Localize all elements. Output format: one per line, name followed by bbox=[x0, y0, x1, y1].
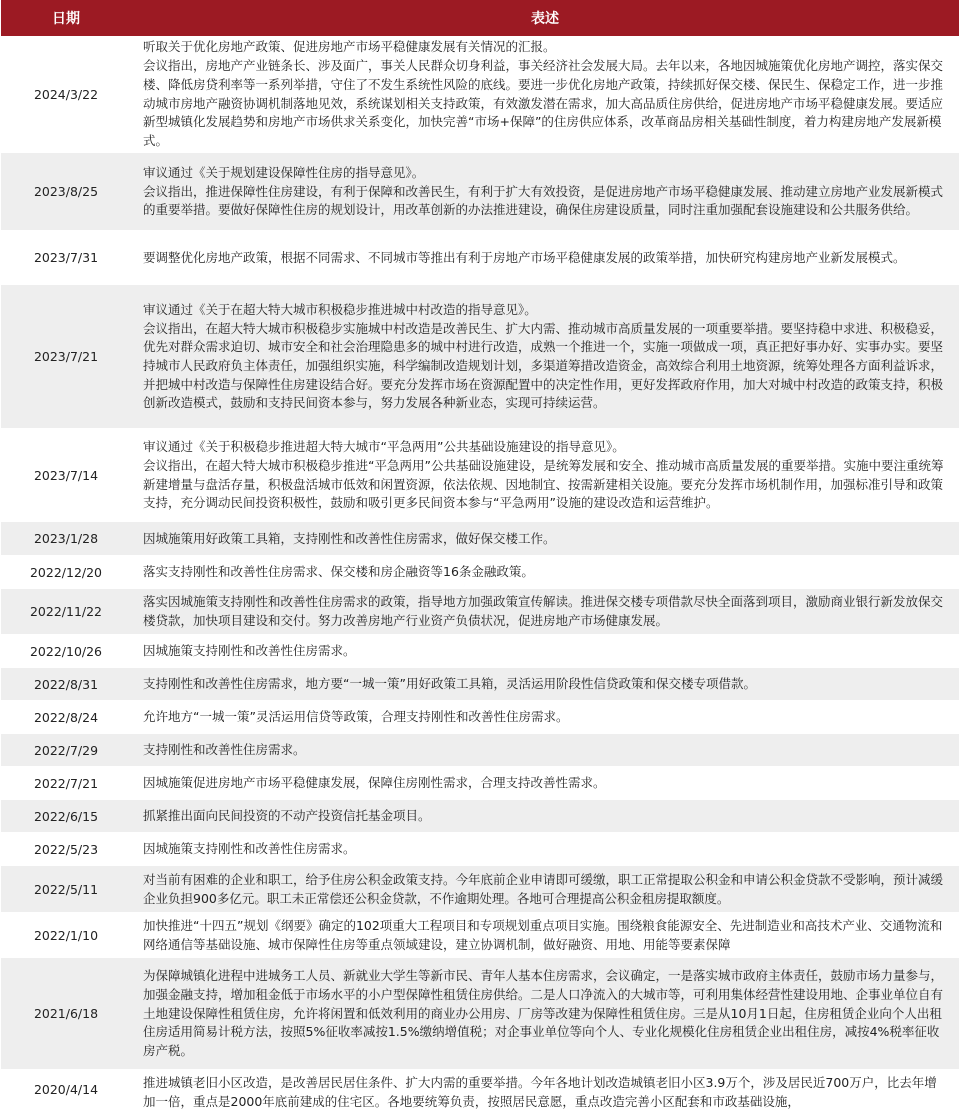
row-date: 2021/6/18 bbox=[33, 1006, 99, 1021]
header-description: 表述 bbox=[531, 11, 559, 27]
description-paragraph: 因城施策支持刚性和改善性住房需求。 bbox=[143, 643, 356, 659]
table-row bbox=[1, 153, 959, 231]
row-description bbox=[131, 522, 959, 555]
row-description bbox=[131, 866, 959, 912]
description-paragraph: 因城施策促进房地产市场平稳健康发展，保障住房刚性需求，合理支持改善性需求。 bbox=[143, 775, 606, 791]
description-paragraph: 审议通过《关于规划建设保障性住房的指导意见》。 bbox=[143, 164, 425, 180]
table-body bbox=[1, 36, 959, 1110]
description-paragraph: 落实支持刚性和改善性住房需求、保交楼和房企融资等16条金融政策。 bbox=[143, 564, 534, 580]
row-description bbox=[131, 36, 959, 152]
row-description bbox=[131, 668, 959, 700]
table-header bbox=[1, 0, 959, 36]
table-row bbox=[1, 866, 959, 913]
row-date: 2023/8/25 bbox=[33, 184, 99, 199]
table-row bbox=[1, 913, 959, 958]
row-description bbox=[131, 701, 959, 733]
description-paragraph: 推进城镇老旧小区改造，是改善居民居住条件、扩大内需的重要举措。今年各地计划改造城镇老旧小区3.9万个，涉及居民近700万户，比去年增加一倍，重点是2000年底前建成的住宅区。各地要统筹负责，按照居民意愿，重点改造完善小区配套和市政基础设施， bbox=[143, 1075, 937, 1109]
policy-table bbox=[1, 0, 959, 1110]
description-paragraph: 允许地方“一城一策”灵活运用信贷等政策，合理支持刚性和改善性住房需求。 bbox=[143, 709, 569, 725]
description-paragraph: 要调整优化房地产政策，根据不同需求、不同城市等推出有利于房地产市场平稳健康发展的政策举措，加快研究构建房地产业新发展模式。 bbox=[143, 249, 906, 265]
table-row bbox=[1, 556, 959, 589]
row-description bbox=[131, 958, 959, 1069]
row-description bbox=[131, 913, 959, 957]
row-date: 2023/1/28 bbox=[33, 531, 99, 546]
description-paragraph: 为保障城镇化进程中进城务工人员、新就业大学生等新市民、青年人基本住房需求，会议确定，一是落实城市政府主体责任，鼓励市场力量参与，加强金融支持，增加租金低于市场水平的小户型保障性租赁住房供给。二是人口净流入的大城市等，可利用集体经营性建设用地、企事业单位自有土地建设保障性租赁住房，允许将闲置和低效利用的商业办公用房、厂房等改建为保障性租赁住房。三是从10月1日起，住房租赁企业向个人出租住房适用简易计税方法，按照5%征收率减按1.5%缴纳增值税；对企事业单位等向个人、专业化规模化住房租赁企业出租住房，减按4%税率征收房产税。 bbox=[143, 968, 944, 1059]
row-date: 2022/7/29 bbox=[33, 742, 99, 758]
description-paragraph: 因城施策用好政策工具箱，支持刚性和改善性住房需求，做好保交楼工作。 bbox=[143, 530, 556, 546]
row-description bbox=[131, 231, 959, 284]
row-description bbox=[131, 285, 959, 428]
row-date: 2023/7/14 bbox=[33, 467, 99, 483]
description-paragraph: 加快推进“十四五”规划《纲要》确定的102项重大工程项目和专项规划重点项目实施。围绕粮食能源安全、先进制造业和高技术产业、交通物流和网络通信等基础设施、城市保障性住房等重点领域建设，建立协调机制，做好融资、用地、用能等要素保障 bbox=[143, 917, 943, 952]
description-paragraph: 听取关于优化房地产政策、促进房地产市场平稳健康发展有关情况的汇报。 bbox=[143, 39, 556, 55]
table-row bbox=[1, 589, 959, 635]
description-paragraph: 抓紧推出面向民间投资的不动产投资信托基金项目。 bbox=[143, 808, 431, 824]
table-row bbox=[1, 429, 959, 522]
header-date: 日期 bbox=[52, 11, 80, 27]
table-row bbox=[1, 833, 959, 866]
row-date: 2022/1/10 bbox=[33, 927, 99, 943]
table-row bbox=[1, 958, 959, 1070]
row-date: 2022/10/26 bbox=[29, 643, 103, 659]
row-description bbox=[131, 833, 959, 865]
row-date: 2020/4/14 bbox=[33, 1082, 99, 1097]
table-row bbox=[1, 285, 959, 429]
table-row bbox=[1, 734, 959, 767]
row-date: 2022/12/20 bbox=[29, 564, 103, 580]
table-row bbox=[1, 800, 959, 833]
row-description bbox=[131, 429, 959, 521]
table-row bbox=[1, 522, 959, 556]
description-paragraph: 支持刚性和改善性住房需求。 bbox=[143, 742, 306, 758]
row-date: 2022/5/11 bbox=[33, 881, 99, 897]
row-description bbox=[131, 767, 959, 799]
description-paragraph: 会议指出，在超大特大城市积极稳步推进“平急两用”公共基础设施建设，是统筹发展和安全、推动城市高质量发展的重要举措。实施中要注重统筹新建增量与盘活存量，积极盘活城市低效和闲置资源，依法依规、因地制宜、按需新建相关设施。要充分发挥市场机制作用，加强标准引导和政策支持，充分调动民间投资积极性，鼓励和吸引更多民间资本参与“平急两用”设施的建设改造和运营维护。 bbox=[143, 457, 944, 511]
row-description bbox=[131, 800, 959, 832]
description-paragraph: 支持刚性和改善性住房需求，地方要“一城一策”用好政策工具箱，灵活运用阶段性信贷政策和保交楼专项借款。 bbox=[143, 676, 756, 692]
table-row bbox=[1, 701, 959, 734]
table-row bbox=[1, 231, 959, 285]
row-date: 2022/7/21 bbox=[33, 775, 99, 791]
table-row bbox=[1, 36, 959, 153]
row-date: 2022/8/24 bbox=[33, 709, 99, 725]
table-row bbox=[1, 1070, 959, 1110]
row-description bbox=[131, 1070, 959, 1109]
description-paragraph: 会议指出，推进保障性住房建设，有利于保障和改善民生，有利于扩大有效投资，是促进房地产市场平稳健康发展、推动建立房地产业发展新模式的重要举措。要做好保障性住房的规划设计，用改革创新的办法推进建设，确保住房建设质量，同时注重加强配套设施建设和公共服务供给。 bbox=[143, 183, 944, 218]
description-paragraph: 落实因城施策支持刚性和改善性住房需求的政策，指导地方加强政策宣传解读。推进保交楼专项借款尽快全面落到项目，激励商业银行新发放保交楼贷款，加快项目建设和交付。努力改善房地产行业资产负债状况，促进房地产市场健康发展。 bbox=[143, 594, 944, 628]
row-date: 2024/3/22 bbox=[33, 86, 99, 102]
row-description bbox=[131, 153, 959, 230]
row-description bbox=[131, 635, 959, 667]
row-date: 2023/7/31 bbox=[33, 250, 99, 265]
description-paragraph: 审议通过《关于积极稳步推进超大特大城市“平急两用”公共基础设施建设的指导意见》。 bbox=[143, 439, 625, 455]
row-date: 2022/11/22 bbox=[29, 604, 103, 619]
row-date: 2023/7/21 bbox=[33, 349, 99, 364]
table-row bbox=[1, 767, 959, 800]
description-paragraph: 会议指出，房地产产业链条长、涉及面广，事关人民群众切身利益，事关经济社会发展大局。去年以来，各地因城施策优化房地产调控，落实保交楼、降低房贷利率等一系列举措，守住了不发生系统性风险的底线。要进一步优化房地产政策，持续抓好保交楼、保民生、保稳定工作，进一步推动城市房地产融资协调机制落地见效，系统谋划相关支持政策，有效激发潜在需求，加大高品质住房供给，促进房地产市场平稳健康发展。要适应新型城镇化发展趋势和房地产市场供求关系变化，加快完善“市场+保障”的住房供应体系，改革商品房相关基础性制度，着力构建房地产发展新模式。 bbox=[143, 58, 944, 148]
row-date: 2022/8/31 bbox=[33, 676, 99, 692]
row-description bbox=[131, 556, 959, 588]
table-row bbox=[1, 668, 959, 701]
description-paragraph: 对当前有困难的企业和职工，给予住房公积金政策支持。今年底前企业申请即可缓缴，职工正常提取公积金和申请公积金贷款不受影响，预计减缓企业负担900多亿元。职工未正常偿还公积金贷款，不作逾期处理。各地可合理提高公积金租房提取额度。 bbox=[143, 871, 944, 906]
row-date: 2022/6/15 bbox=[33, 808, 99, 824]
description-paragraph: 审议通过《关于在超大特大城市积极稳步推进城中村改造的指导意见》。 bbox=[143, 301, 537, 317]
description-paragraph: 会议指出，在超大特大城市积极稳步实施城中村改造是改善民生、扩大内需、推动城市高质量发展的一项重要举措。要坚持稳中求进、积极稳妥，优先对群众需求迫切、城市安全和社会治理隐患多的城中村进行改造，成熟一个推进一个，实施一项做成一项，真正把好事办好、实事办实。要坚持城市人民政府负主体责任，加强组织实施，科学编制改造规划计划，多渠道筹措改造资金，高效综合利用土地资源，统筹处理各方面利益诉求，并把城中村改造与保障性住房建设结合好。要充分发挥市场在资源配置中的决定性作用，更好发挥政府作用，加大对城中村改造的政策支持，积极创新改造模式，鼓励和支持民间资本参与，努力发展各种新业态，实现可持续运营。 bbox=[143, 320, 944, 411]
row-description bbox=[131, 734, 959, 766]
row-date: 2022/5/23 bbox=[33, 841, 99, 857]
row-description bbox=[131, 589, 959, 634]
table-row bbox=[1, 635, 959, 668]
description-paragraph: 因城施策支持刚性和改善性住房需求。 bbox=[143, 841, 356, 857]
